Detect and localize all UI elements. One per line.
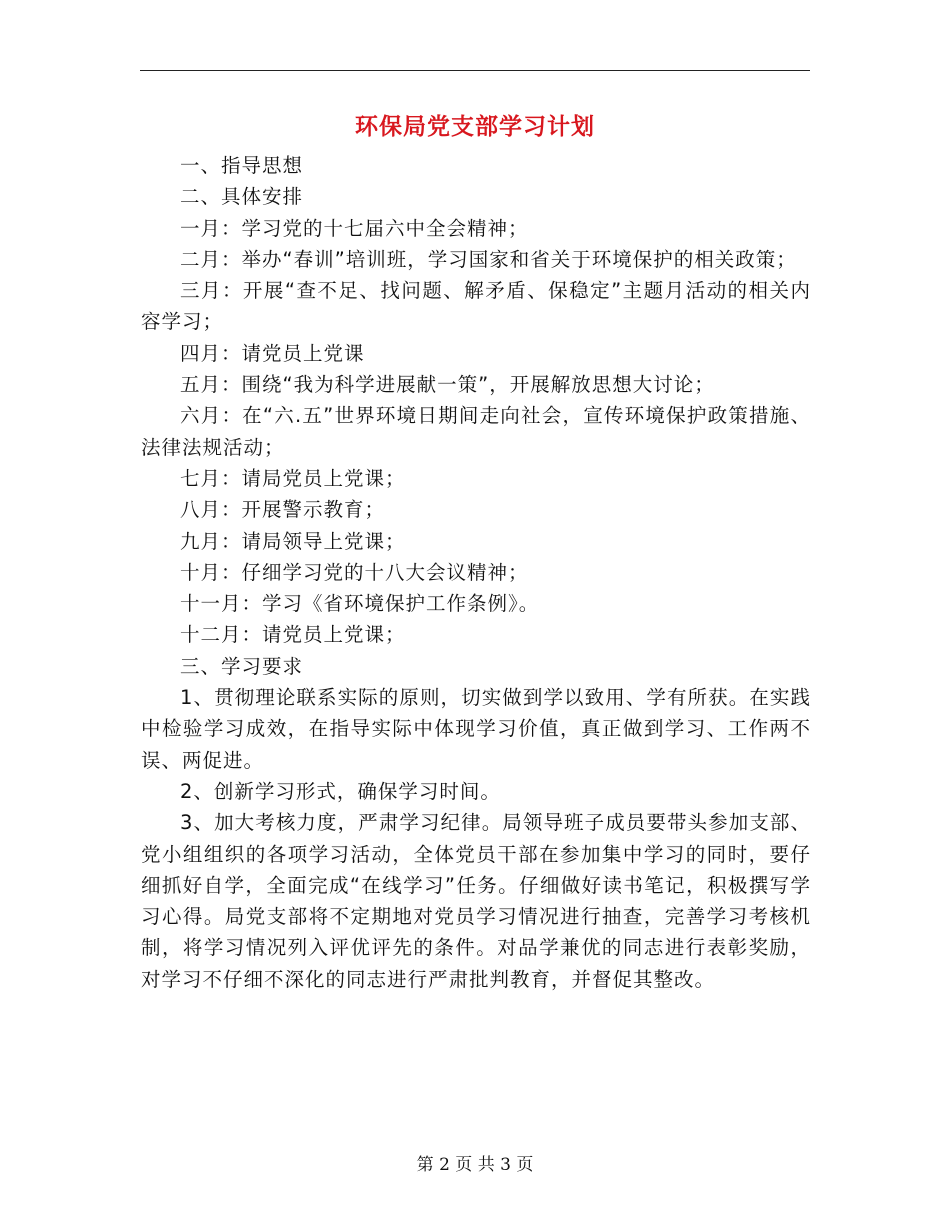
paragraph-april: 四月：请党员上党课: [180, 341, 365, 365]
document-title: 环保局党支部学习计划: [355, 114, 595, 140]
paragraph-march: 三月：开展“查不足、找问题、解矛盾、保稳定”主题月活动的相关内容学习；: [141, 279, 811, 334]
paragraph-december: 十二月：请党员上党课；: [180, 623, 406, 647]
paragraph-february: 二月：举办“春训”培训班，学习国家和省关于环境保护的相关政策；: [180, 247, 797, 271]
paragraph-requirement-3: 3、加大考核力度，严肃学习纪律。局领导班子成员要带头参加支部、党小组组织的各项学习活动，全体党员干部在参加集中学习的同时，要仔细抓好自学，全面完成“在线学习”任务。仔细做好读书笔记，积极撰写学习心得。局党支部将不定期地对党员学习情况进行抽查，完善学习考核机制，将学习情况列入评优评先的条件。对品学兼优的同志进行表彰奖励，对学习不仔细不深化的同志进行严肃批判教育，并督促其整改。: [141, 811, 811, 991]
paragraph-specific-arrangement: 二、具体安排: [180, 185, 304, 209]
paragraph-november: 十一月：学习《省环境保护工作条例》。: [180, 592, 540, 616]
page-footer: [0, 1153, 950, 1177]
paragraph-guiding-ideology: 一、指导思想: [180, 154, 304, 177]
page-number-label: 第 2 页 共 3 页: [416, 1155, 534, 1175]
paragraph-may: 五月：围绕“我为科学进展献一策”，开展解放思想大讨论；: [180, 373, 715, 397]
paragraph-august: 八月：开展警示教育；: [180, 498, 386, 522]
paragraph-september: 九月：请局领导上党课；: [180, 529, 406, 553]
document-body: [141, 150, 811, 995]
header-rule: [140, 70, 810, 71]
paragraph-study-requirements: 三、学习要求: [180, 654, 304, 678]
paragraph-requirement-2: 2、创新学习形式，确保学习时间。: [180, 779, 501, 803]
paragraph-july: 七月：请局党员上党课；: [180, 466, 406, 490]
paragraph-october: 十月：仔细学习党的十八大会议精神；: [180, 560, 529, 584]
paragraph-january: 一月：学习党的十七届六中全会精神；: [180, 216, 529, 240]
paragraph-requirement-1: 1、贯彻理论联系实际的原则，切实做到学以致用、学有所获。在实践中检验学习成效，在指导实际中体现学习价值，真正做到学习、工作两不误、两促进。: [141, 686, 811, 772]
paragraph-june: 六月：在“六.五”世界环境日期间走向社会，宣传环境保护政策措施、法律法规活动；: [141, 404, 811, 459]
